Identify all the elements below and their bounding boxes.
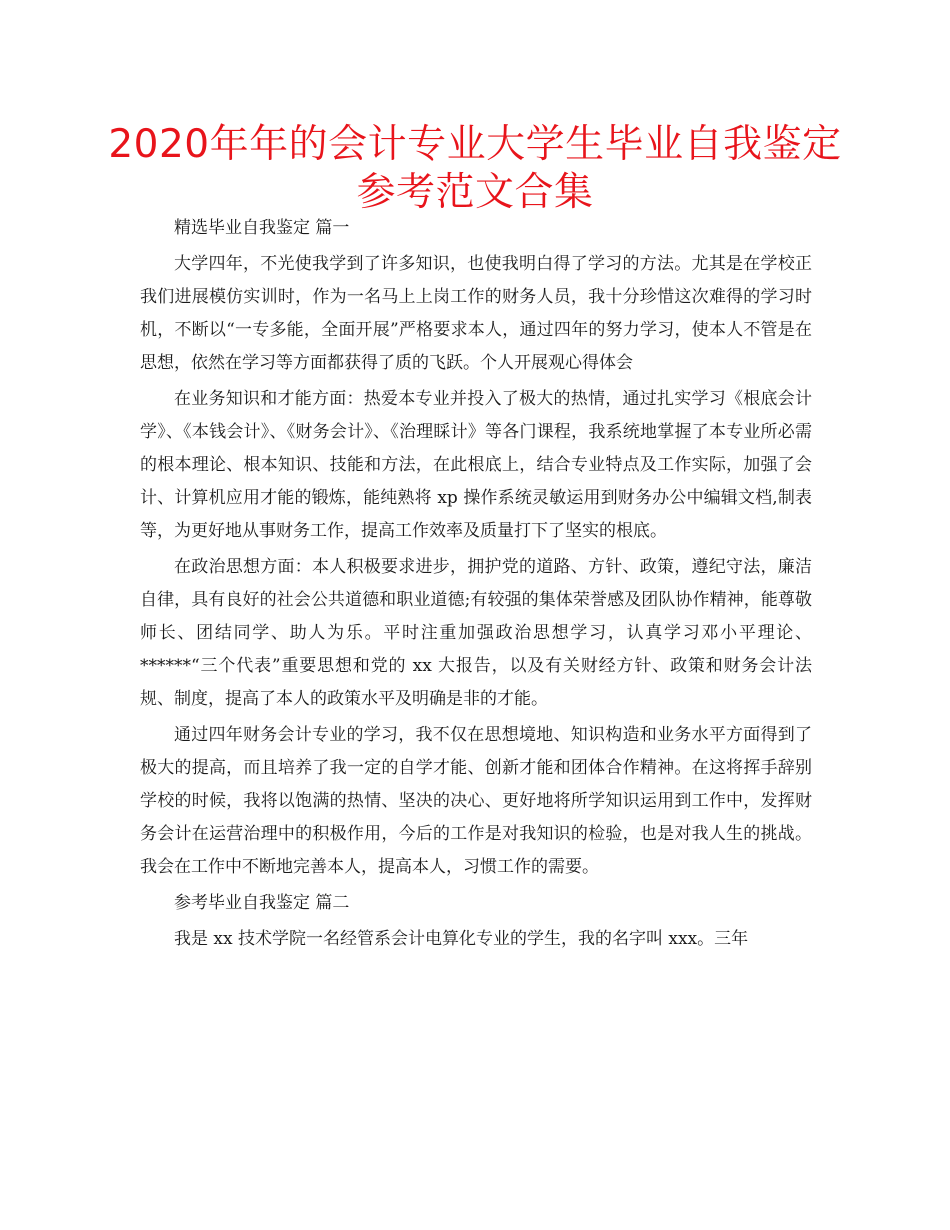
paragraph: 在政治思想方面：本人积极要求进步，拥护党的道路、方针、政策，遵纪守法，廉洁自律，具有良好的社会公共道德和职业道德;有较强的集体荣誉感及团队协作精神，能尊敬师长、团结同学、助人为乐。平时注重加强政治思想学习，认真学习邓小平理论、******“三个代表”重要思想和党的 xx 大报告，以及有关财经方针、政策和财务会计法规、制度，提高了本人的政策水平及明确是非的才能。 [140,557,812,709]
paragraph: 通过四年财务会计专业的学习，我不仅在思想境地、知识构造和业务水平方面得到了极大的提高，而且培养了我一定的自学才能、创新才能和团体合作精神。在这将挥手辞别学校的时候，我将以饱满的热情、坚决的决心、更好地将所学知识运用到工作中，发挥财务会计在运营治理中的积极作用，今后的工作是对我知识的检验，也是对我人生的挑战。我会在工作中不断地完善本人，提高本人，习惯工作的需要。 [140,725,812,877]
section-heading-2: 参考毕业自我鉴定 篇二 [174,893,350,913]
paragraph: 大学四年，不光使我学到了许多知识，也使我明白得了学习的方法。尤其是在学校正我们进展模仿实训时，作为一名马上上岗工作的财务人员，我十分珍惜这次难得的学习时机，不断以“一专多能，全面开展”严格要求本人，通过四年的努力学习，使本人不管是在思想，依然在学习等方面都获得了质的飞跃。个人开展观心得体会 [140,254,812,373]
document-body [140,212,812,959]
paragraph: 在业务知识和才能方面：热爱本专业并投入了极大的热情，通过扎实学习《根底会计学》、《本钱会计》、《财务会计》、《治理睬计》等各门课程，我系统地掌握了本专业所必需的根本理论、根本知识、技能和方法，在此根底上，结合专业特点及工作实际，加强了会计、计算机应用才能的锻炼，能纯熟将 xp 操作系统灵敏运用到财务办公中编辑文档,制表等，为更好地从事财务工作，提高工作效率及质量打下了坚实的根底。 [140,389,812,541]
paragraph: 我是 xx 技术学院一名经管系会计电算化专业的学生，我的名字叫 xxx。三年 [174,929,749,949]
section-heading-1: 精选毕业自我鉴定 篇一 [174,218,350,238]
document-title-line-2: 参考范文合集 [356,170,594,215]
document-title-line-1: 2020年年的会计专业大学生毕业自我鉴定 [108,122,842,167]
